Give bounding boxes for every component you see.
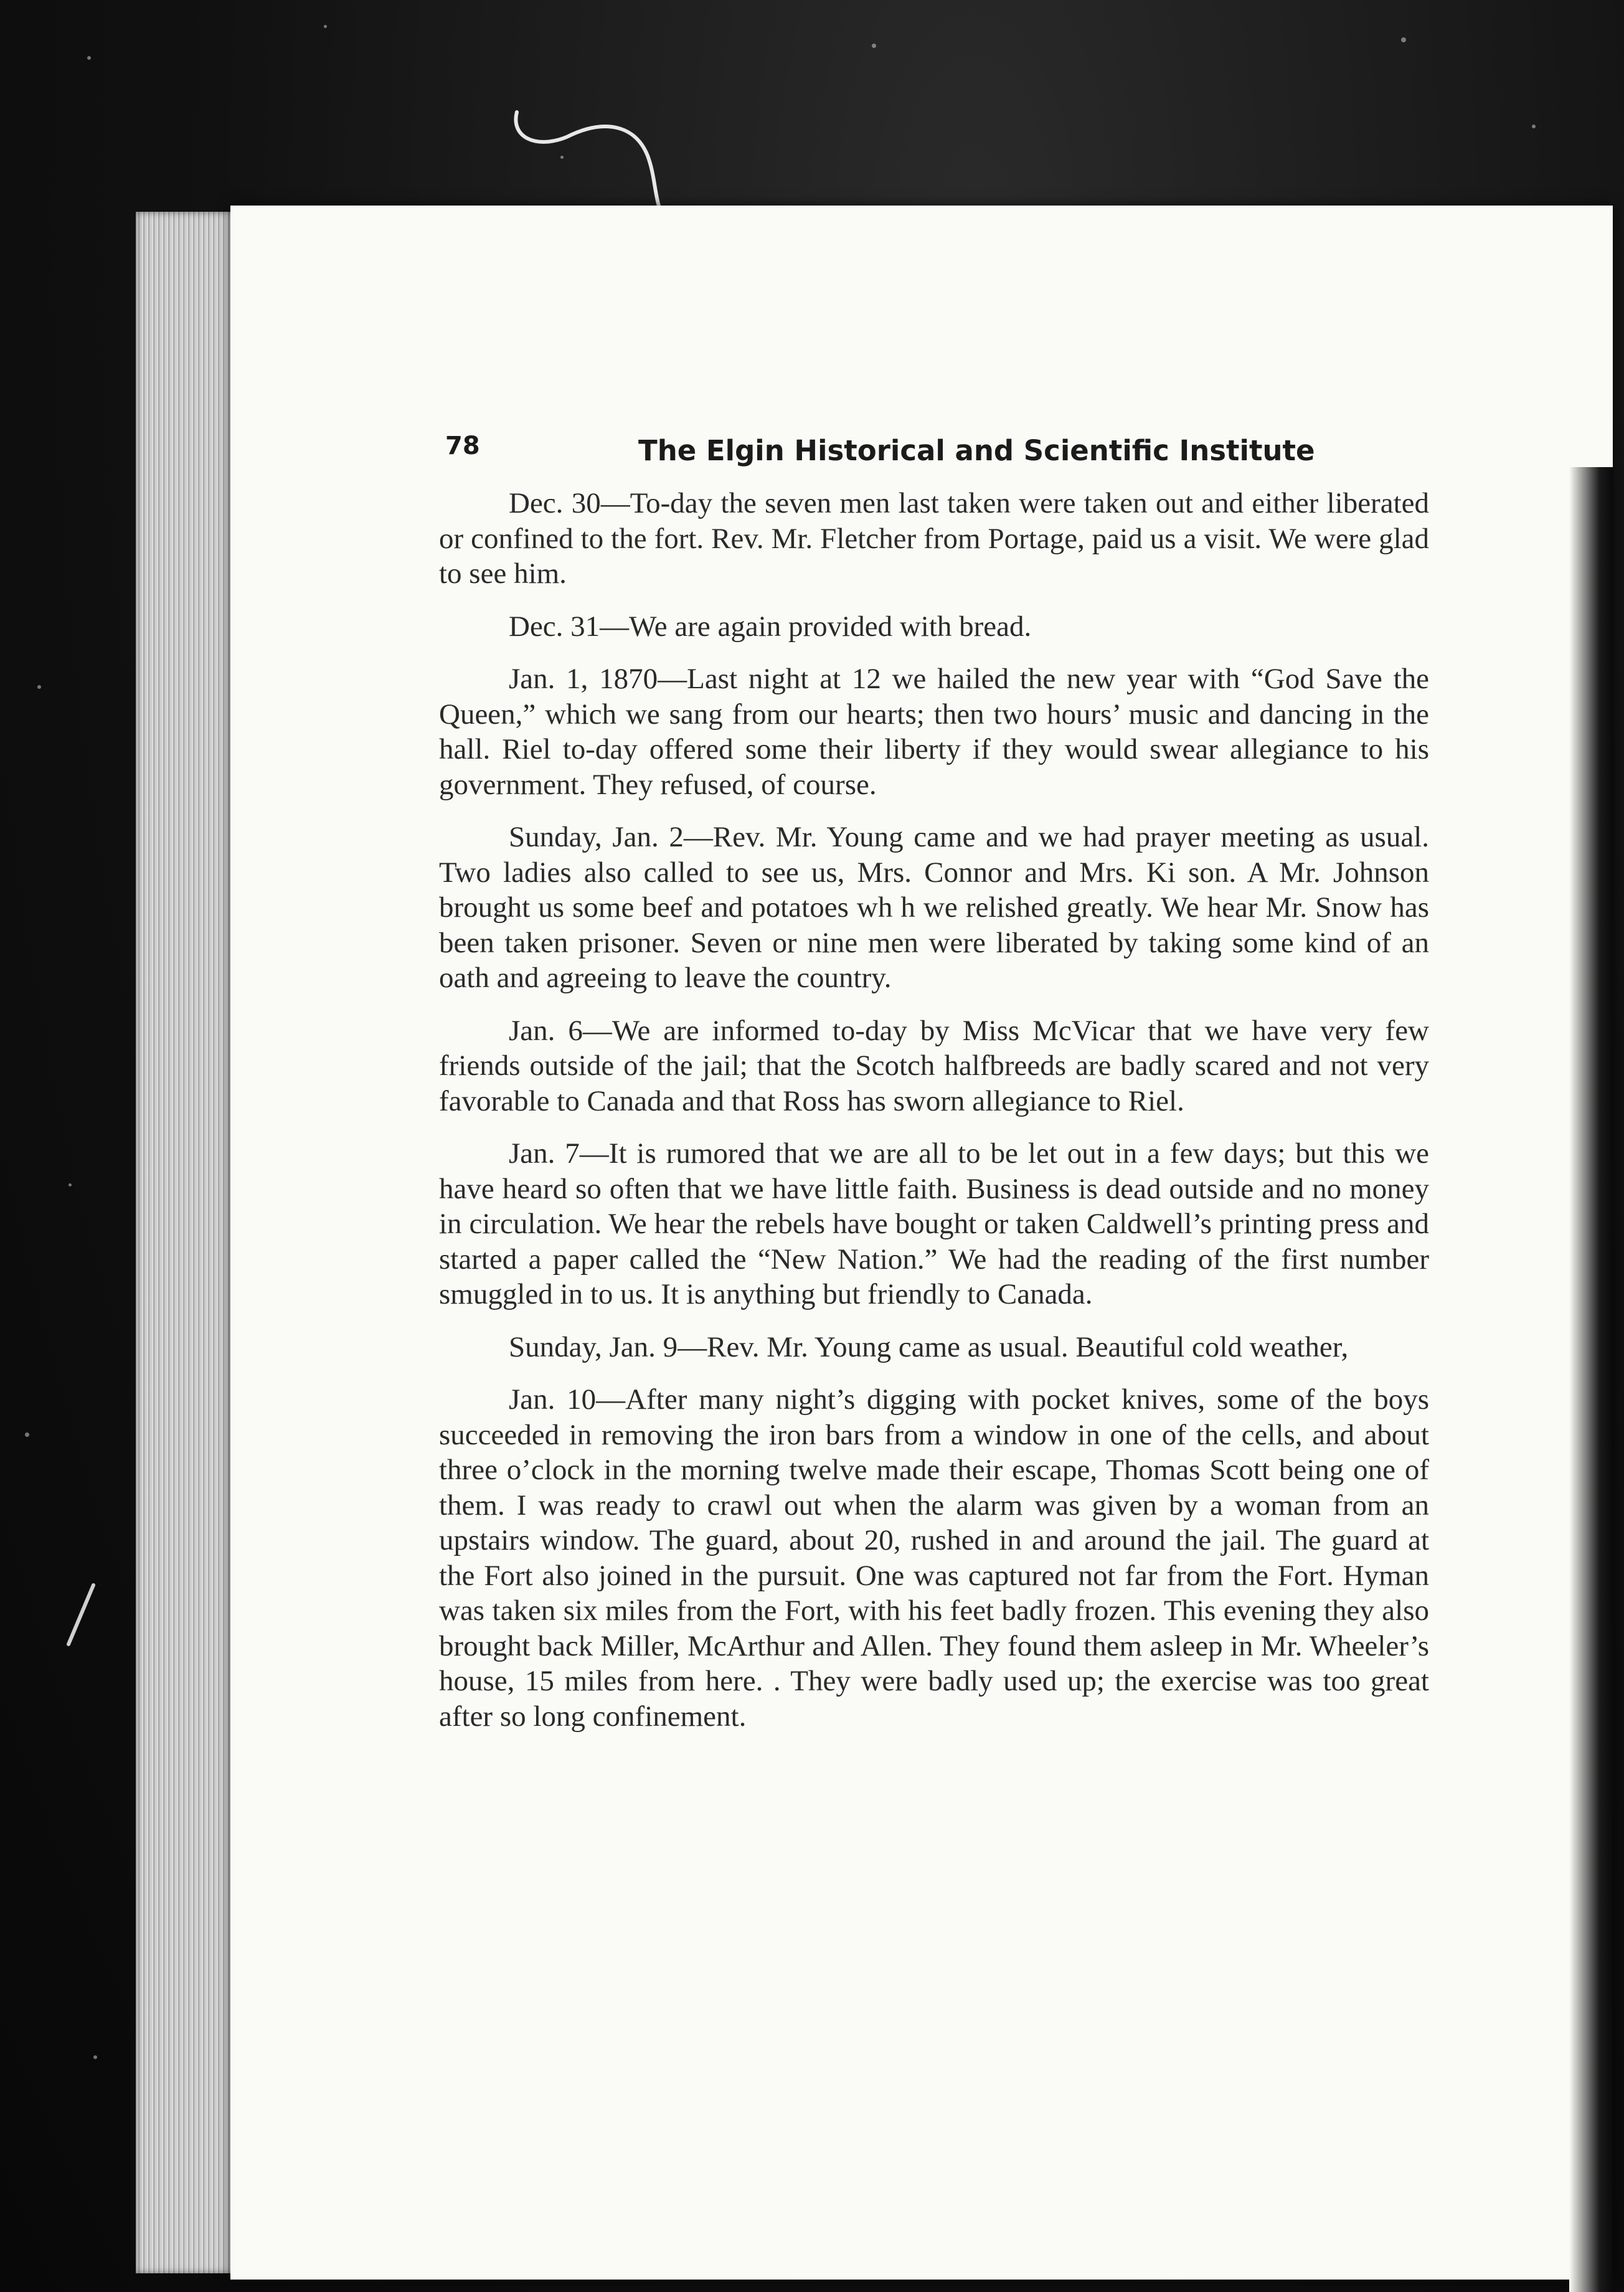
diary-entry: Jan. 6—We are informed to-day by Miss McVicar that we have very few friends outside of the jail; that the Scotch halfbreeds are badly scared and not very favorable to Canada and that Ross has sworn allegiance to Riel.	[439, 1014, 1429, 1117]
page-gutter-shadow	[1569, 467, 1613, 2292]
dust-speck	[37, 685, 41, 689]
diary-entry: Jan. 7—It is rumored that we are all to be let out in a few days; but this we have heard so often that we have little faith. Business is dead outside and no money in circulation. We hear the rebels have bought or taken Caldwell’s printing press and started a paper called the “New Nation.” We had the reading of the first number smuggled in to us. It is anything but friendly to Canada.	[439, 1137, 1429, 1310]
diary-entry: Sunday, Jan. 9—Rev. Mr. Young came as usual. Beautiful cold weather,	[509, 1330, 1349, 1363]
dust-speck	[68, 1183, 72, 1186]
dust-speck	[1401, 37, 1406, 42]
dust-speck	[87, 56, 91, 60]
diary-entry: Jan. 10—After many night’s digging with pocket knives, some of the boys succeeded in removing the iron bars from a window in one of the cells, and about three o’clock in the morning twelve made their escape, Thomas Scott being one of them. I was ready to crawl out when the alarm was given by a woman from an upstairs window. The guard, about 20, rushed in and around the jail. The guard at the Fort also joined in the pursuit. One was captured not far from the Fort. Hyman was taken six miles from the Fort, with his feet badly frozen. This evening they also brought back Miller, McArthur and Allen. They found them asleep in Mr. Wheeler’s house, 15 miles from here. . They were badly used up; the exercise was too great after so long confinement.	[439, 1383, 1429, 1733]
page-header	[445, 420, 1488, 470]
diary-text	[439, 486, 1429, 1751]
dust-speck	[324, 25, 327, 28]
diary-entry: Jan. 1, 1870—Last night at 12 we hailed the new year with “God Save the Queen,” which we sang from our hearts; then two hours’ music and dancing in the hall. Riel to-day offered some their liberty if they would swear allegiance to his government. They refused, of course.	[439, 663, 1429, 801]
dust-speck	[25, 1432, 29, 1437]
book-page	[230, 206, 1613, 2280]
dust-speck	[1532, 125, 1536, 128]
diary-entry: Sunday, Jan. 2—Rev. Mr. Young came and we had prayer meeting as usual. Two ladies also called to see us, Mrs. Connor and Mrs. Ki son. A Mr. Johnson brought us some beef and potatoes wh h we relished greatly. We hear Mr. Snow has been taken prisoner. Seven or nine men were liberated by taking some kind of an oath and agreeing to leave the country.	[439, 821, 1429, 994]
diary-entry: Dec. 30—To-day the seven men last taken were taken out and either liberated or confined to the fort. Rev. Mr. Fletcher from Portage, paid us a visit. We were glad to see him.	[439, 487, 1429, 590]
dust-speck	[93, 2055, 97, 2059]
dust-speck	[872, 44, 876, 48]
page-number: 78	[445, 432, 480, 460]
diary-entry: Dec. 31—We are again provided with bread.	[509, 610, 1032, 643]
running-title: The Elgin Historical and Scientific Institute	[638, 434, 1315, 467]
margin-mark	[62, 1582, 100, 1650]
